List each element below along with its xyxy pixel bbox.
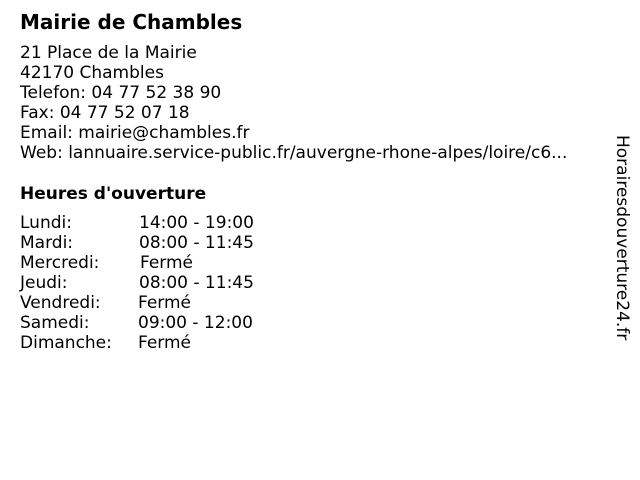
day-label: Samedi:: [20, 313, 90, 333]
fax-number: Fax: 04 77 52 07 18: [20, 103, 190, 123]
day-label: Jeudi:: [20, 273, 68, 293]
time-value: Fermé: [138, 333, 192, 353]
address-city: 42170 Chambles: [20, 63, 164, 83]
day-label: Dimanche:: [20, 333, 112, 353]
day-label: Mardi:: [20, 233, 74, 253]
address-street: 21 Place de la Mairie: [20, 43, 197, 63]
time-value: Fermé: [140, 253, 194, 273]
day-label: Lundi:: [20, 213, 72, 233]
contact-info: [20, 43, 567, 163]
day-label: Mercredi:: [20, 253, 100, 273]
page-title: Mairie de Chambles: [20, 10, 243, 34]
time-value: 14:00 - 19:00: [139, 213, 254, 233]
time-value: Fermé: [138, 293, 192, 313]
day-label: Vendredi:: [20, 293, 101, 313]
opening-hours-heading: Heures d'ouverture: [20, 184, 207, 204]
email-address: Email: mairie@chambles.fr: [20, 123, 250, 143]
time-value: 08:00 - 11:45: [139, 233, 254, 253]
site-watermark: Horairesdouverture24.fr: [612, 135, 632, 341]
time-value: 08:00 - 11:45: [139, 273, 254, 293]
phone-number: Telefon: 04 77 52 38 90: [20, 83, 222, 103]
time-value: 09:00 - 12:00: [138, 313, 253, 333]
website-url: Web: lannuaire.service-public.fr/auvergne-rhone-alpes/loire/c6...: [20, 143, 568, 163]
